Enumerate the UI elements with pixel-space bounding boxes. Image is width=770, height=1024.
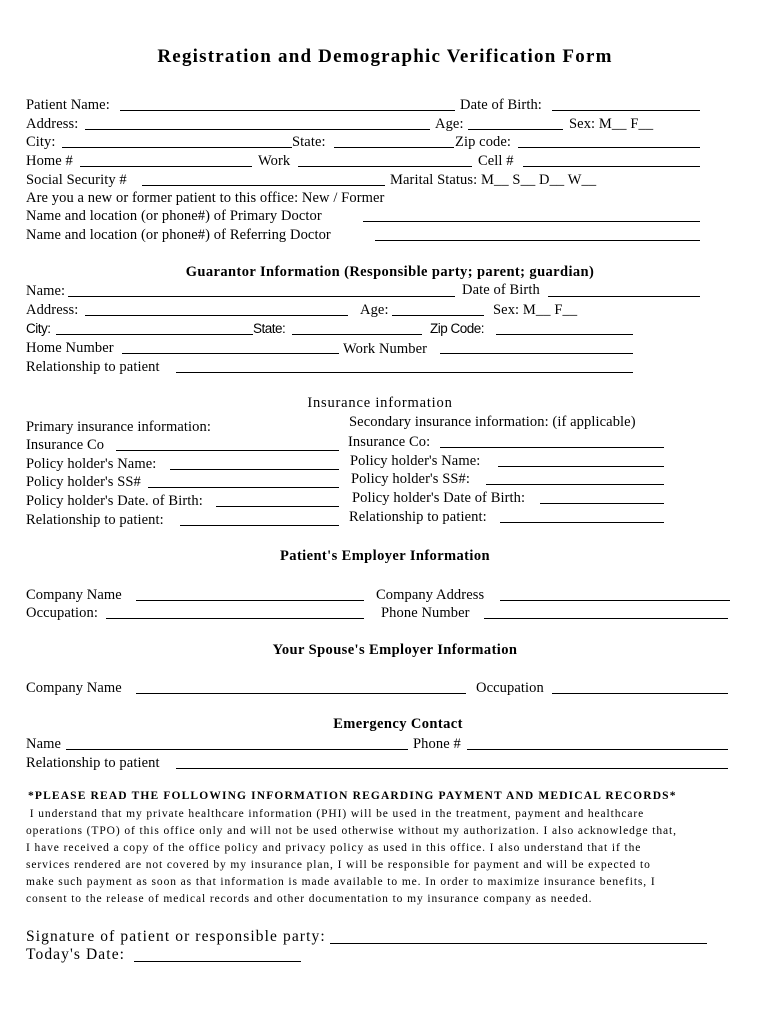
patient-cell-field[interactable] [523, 166, 700, 167]
guarantor-city-field[interactable] [56, 334, 253, 335]
spouse-company-field[interactable] [136, 693, 466, 694]
referring-doctor-label: Name and location (or phone#) of Referring Doctor [26, 227, 331, 243]
primary-holder-dob-field[interactable] [216, 506, 339, 507]
guarantor-home-field[interactable] [122, 353, 339, 354]
secondary-holder-ss-field[interactable] [486, 484, 664, 485]
patient-age-label: Age: [435, 116, 464, 132]
patient-age-field[interactable] [468, 129, 563, 130]
employer-address-label: Company Address [376, 587, 485, 603]
primary-holder-ss-field[interactable] [148, 487, 339, 488]
guarantor-name-label: Name: [26, 283, 66, 299]
secondary-relationship-field[interactable] [500, 522, 664, 523]
guarantor-age-label: Age: [360, 302, 389, 318]
employer-occupation-field[interactable] [106, 618, 364, 619]
employer-phone-field[interactable] [484, 618, 728, 619]
guarantor-address-field[interactable] [85, 315, 348, 316]
secondary-holder-dob-label: Policy holder's Date of Birth: [352, 490, 526, 506]
spouse-heading: Your Spouse's Employer Information [272, 642, 518, 658]
secondary-holder-ss-label: Policy holder's SS#: [351, 471, 471, 487]
guarantor-home-label: Home Number [26, 340, 114, 356]
emergency-phone-field[interactable] [467, 749, 728, 750]
primary-company-field[interactable] [116, 450, 339, 451]
secondary-company-label: Insurance Co: [348, 434, 431, 450]
referring-doctor-field[interactable] [375, 240, 700, 241]
patient-dob-field[interactable] [552, 110, 700, 111]
patient-address-field[interactable] [85, 129, 430, 130]
guarantor-zip-field[interactable] [496, 334, 633, 335]
guarantor-heading: Guarantor Information (Responsible party; parent; guardian) [185, 264, 595, 280]
patient-marital-label[interactable]: Marital Status: M__ S__ D__ W__ [390, 172, 597, 188]
guarantor-name-field[interactable] [68, 296, 455, 297]
guarantor-state-label: State: [253, 321, 286, 336]
notice-line: make such payment as soon as that information is made available to me. In order to maximize insurance benefits, I [26, 876, 656, 888]
emergency-name-field[interactable] [66, 749, 408, 750]
primary-doctor-field[interactable] [363, 221, 700, 222]
notice-line: services rendered are not covered by my insurance plan, I will be responsible for payment and will be expected to [26, 859, 651, 871]
patient-dob-label: Date of Birth: [460, 97, 542, 113]
guarantor-city-label: City: [26, 321, 51, 336]
primary-insurance-heading: Primary insurance information: [26, 419, 212, 435]
employer-phone-label: Phone Number [381, 605, 470, 621]
form-title: Registration and Demographic Verification Form [157, 46, 613, 67]
employer-heading: Patient's Employer Information [280, 548, 490, 564]
secondary-holder-name-label: Policy holder's Name: [350, 453, 481, 469]
primary-holder-dob-label: Policy holder's Date. of Birth: [26, 493, 203, 509]
patient-new-former-label[interactable]: Are you a new or former patient to this office: New / Former [26, 190, 385, 206]
patient-city-field[interactable] [62, 147, 292, 148]
insurance-heading: Insurance information [307, 395, 453, 411]
emergency-heading: Emergency Contact [333, 716, 463, 732]
todays-date-field[interactable] [134, 961, 301, 962]
patient-zip-label: Zip code: [455, 134, 512, 150]
guarantor-relationship-field[interactable] [176, 372, 633, 373]
primary-relationship-label: Relationship to patient: [26, 512, 164, 528]
signature-field[interactable] [330, 943, 707, 944]
guarantor-relationship-label: Relationship to patient [26, 359, 160, 375]
emergency-relationship-label: Relationship to patient [26, 755, 160, 771]
guarantor-dob-field[interactable] [548, 296, 700, 297]
patient-state-field[interactable] [334, 147, 454, 148]
patient-city-label: City: [26, 134, 56, 150]
guarantor-work-label: Work Number [343, 341, 428, 357]
notice-heading: *PLEASE READ THE FOLLOWING INFORMATION REGARDING PAYMENT AND MEDICAL RECORDS* [28, 790, 677, 802]
emergency-relationship-field[interactable] [176, 768, 728, 769]
guarantor-state-field[interactable] [292, 334, 422, 335]
spouse-company-label: Company Name [26, 680, 122, 696]
guarantor-work-field[interactable] [440, 353, 633, 354]
primary-doctor-label: Name and location (or phone#) of Primary Doctor [26, 208, 322, 224]
patient-work-field[interactable] [298, 166, 472, 167]
secondary-holder-name-field[interactable] [498, 466, 664, 467]
patient-zip-field[interactable] [518, 147, 700, 148]
notice-line: consent to the release of medical records and other documentation to my insurance company as needed. [26, 893, 593, 905]
spouse-occupation-field[interactable] [552, 693, 728, 694]
guarantor-zip-label: Zip Code: [430, 321, 485, 336]
primary-relationship-field[interactable] [180, 525, 339, 526]
secondary-company-field[interactable] [440, 447, 664, 448]
secondary-insurance-heading: Secondary insurance information: (if applicable) [349, 414, 636, 430]
signature-label: Signature of patient or responsible party: [26, 928, 326, 945]
primary-company-label: Insurance Co [26, 437, 105, 453]
guarantor-dob-label: Date of Birth [462, 282, 540, 298]
employer-company-label: Company Name [26, 587, 122, 603]
primary-holder-ss-label: Policy holder's SS# [26, 474, 141, 490]
patient-work-label: Work [258, 153, 291, 169]
primary-holder-name-field[interactable] [170, 469, 339, 470]
patient-ssn-label: Social Security # [26, 172, 127, 188]
guarantor-address-label: Address: [26, 302, 79, 318]
patient-sex-label[interactable]: Sex: M__ F__ [569, 116, 654, 132]
patient-cell-label: Cell # [478, 153, 514, 169]
patient-home-field[interactable] [80, 166, 252, 167]
secondary-relationship-label: Relationship to patient: [349, 509, 487, 525]
employer-occupation-label: Occupation: [26, 605, 98, 621]
spouse-occupation-label: Occupation [476, 680, 544, 696]
patient-home-label: Home # [26, 153, 73, 169]
patient-address-label: Address: [26, 116, 79, 132]
patient-ssn-field[interactable] [142, 185, 385, 186]
notice-line: operations (TPO) of this office only and will not be used otherwise without my authorization. I also acknowledge that, [26, 825, 677, 837]
patient-state-label: State: [292, 134, 326, 150]
todays-date-label: Today's Date: [26, 946, 126, 963]
employer-company-field[interactable] [136, 600, 364, 601]
patient-name-field[interactable] [120, 110, 455, 111]
primary-holder-name-label: Policy holder's Name: [26, 456, 157, 472]
guarantor-age-field[interactable] [392, 315, 484, 316]
secondary-holder-dob-field[interactable] [540, 503, 664, 504]
guarantor-sex-label[interactable]: Sex: M__ F__ [493, 302, 578, 318]
patient-name-label: Patient Name: [26, 97, 110, 113]
employer-address-field[interactable] [500, 600, 730, 601]
emergency-phone-label: Phone # [413, 736, 461, 752]
notice-line: I have received a copy of the office policy and privacy policy as used in this office. I also understand that if the [26, 842, 642, 854]
emergency-name-label: Name [26, 736, 62, 752]
notice-line: I understand that my private healthcare information (PHI) will be used in the treatment, payment and healthcare [26, 808, 645, 820]
